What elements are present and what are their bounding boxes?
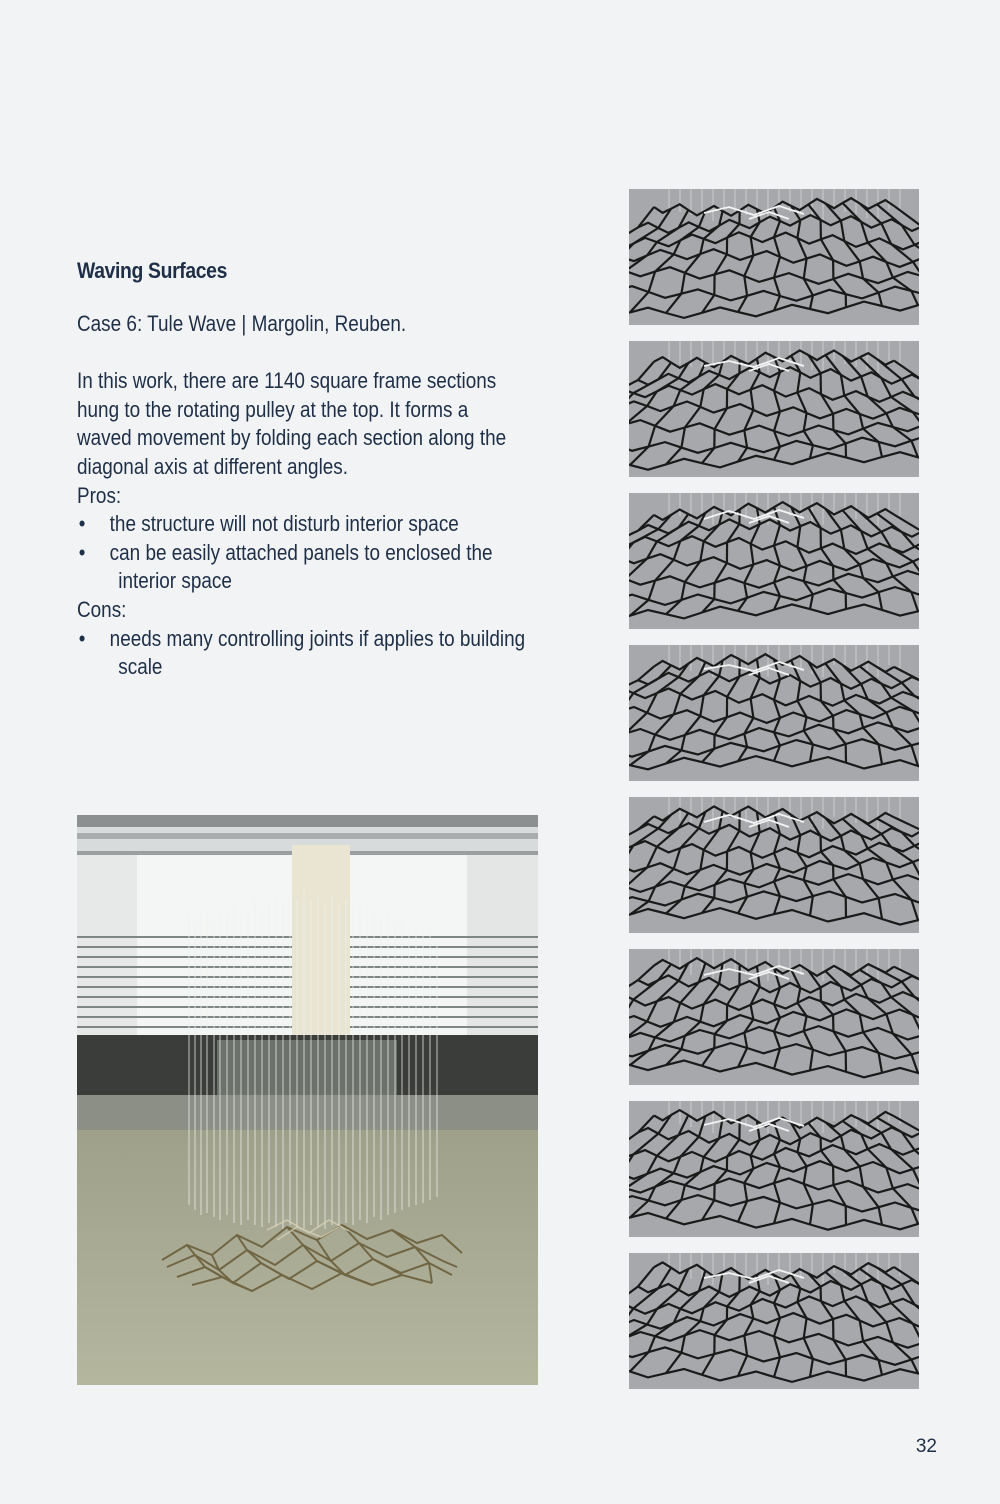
list-item-text: needs many controlling joints if applies to building (109, 625, 526, 651)
description: In this work, there are 1140 square frame sections hung to the rotating pulley at the top. It forms a waved movement by folding each section along the diagonal axis at different angles. (77, 368, 507, 479)
bullet-icon: • (78, 511, 86, 537)
sequence-frame-8 (629, 1253, 919, 1389)
sequence-frame-5 (629, 797, 919, 933)
sequence-frame-6 (629, 949, 919, 1085)
lattice-illustration (629, 797, 919, 933)
list-item-text: can be easily attached panels to enclosed the (109, 539, 493, 565)
pros-list (77, 510, 546, 596)
cons-list (77, 625, 546, 682)
motion-sequence (629, 189, 919, 1405)
sequence-frame-1 (629, 189, 919, 325)
sequence-frame-2 (629, 341, 919, 477)
lattice-illustration (629, 1101, 919, 1237)
body-text (77, 310, 546, 682)
section-heading: Waving Surfaces (77, 258, 228, 283)
list-item-text: the structure will not disturb interior space (109, 511, 459, 537)
installation-photo (77, 815, 538, 1385)
bullet-icon: • (78, 625, 86, 651)
sequence-frame-3 (629, 493, 919, 629)
lattice-illustration (629, 949, 919, 1085)
list-item (77, 539, 546, 596)
installation-photo-illustration (77, 815, 538, 1385)
lattice-illustration (629, 493, 919, 629)
lattice-illustration (629, 341, 919, 477)
list-item (77, 625, 546, 682)
lattice-illustration (629, 1253, 919, 1389)
list-item-continuation: interior space (118, 568, 232, 594)
sequence-frame-7 (629, 1101, 919, 1237)
text-column (77, 258, 547, 682)
pros-label: Pros: (77, 482, 122, 508)
list-item-continuation: scale (118, 654, 163, 680)
lattice-illustration (629, 189, 919, 325)
case-line: Case 6: Tule Wave | Margolin, Reuben. (77, 311, 407, 336)
sequence-frame-4 (629, 645, 919, 781)
lattice-illustration (629, 645, 919, 781)
list-item (77, 510, 546, 539)
cons-label: Cons: (77, 596, 127, 622)
bullet-icon: • (78, 539, 86, 565)
page-number: 32 (915, 1436, 937, 1457)
